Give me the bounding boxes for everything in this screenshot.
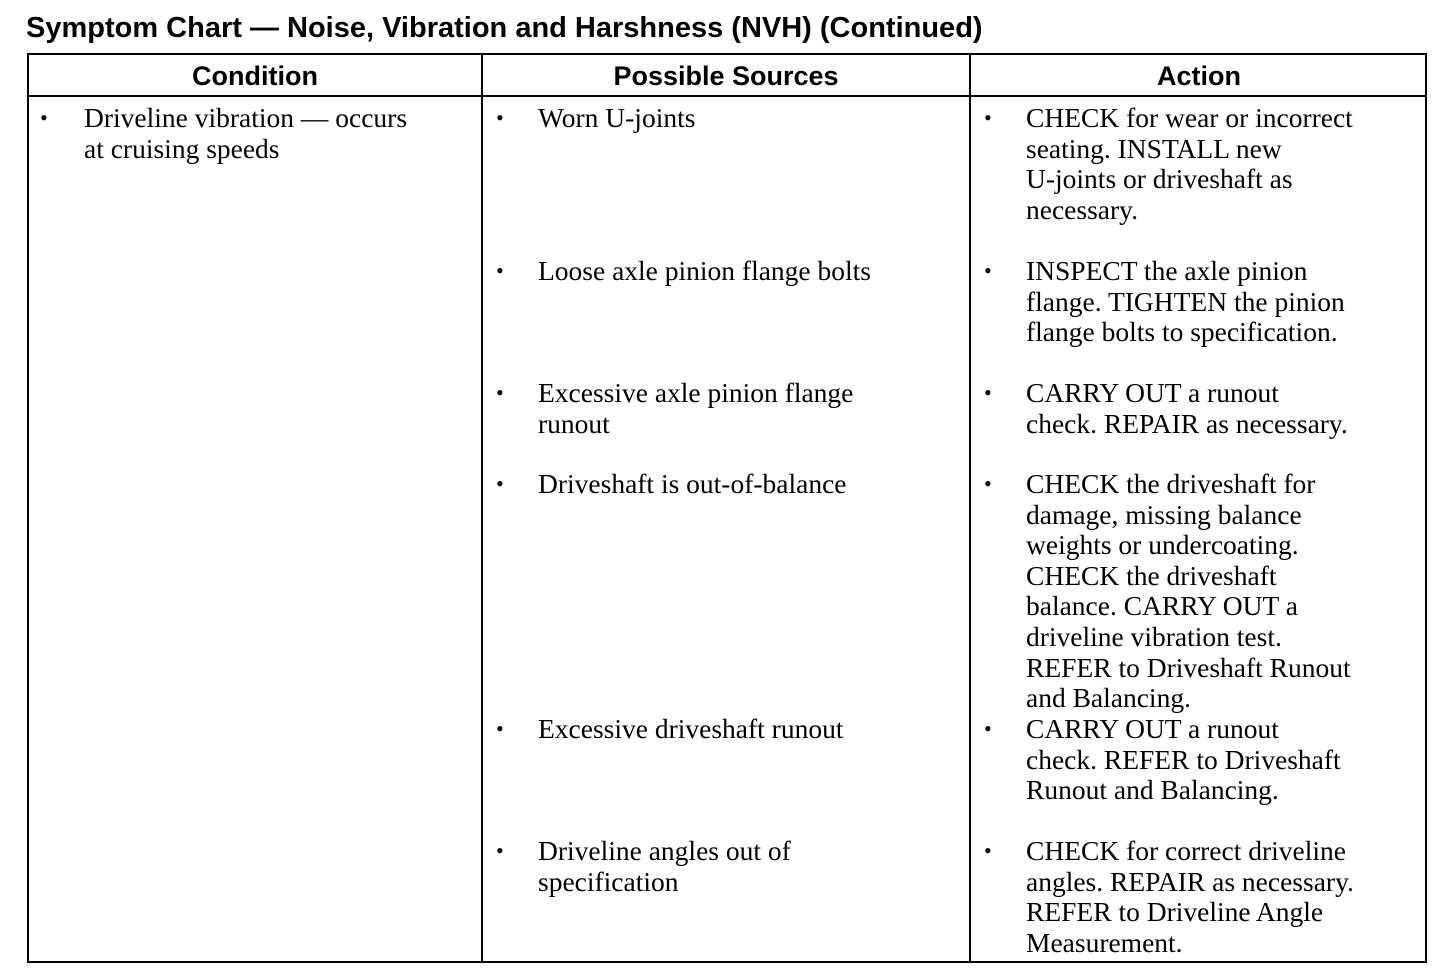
action-text: [1026, 256, 1345, 348]
condition-line: at cruising speeds: [84, 132, 280, 164]
action-line: U-joints or driveshaft as: [1026, 163, 1293, 195]
column-divider: [969, 55, 971, 961]
bullet-icon: •: [984, 838, 992, 863]
header-divider: [29, 95, 1425, 97]
source-line: Worn U-joints: [538, 102, 696, 133]
action-line: driveline vibration test.: [1026, 620, 1282, 652]
column-header-condition: Condition: [192, 61, 318, 91]
bullet-icon: •: [496, 471, 504, 496]
bullet-icon: •: [496, 380, 504, 405]
column-header-action: Action: [1157, 61, 1241, 91]
bullet-icon: •: [496, 838, 504, 863]
condition-text: [84, 103, 407, 164]
source-line: Driveshaft is out-of-balance: [538, 468, 847, 499]
action-line: flange bolts to specification.: [1026, 316, 1338, 348]
condition-line: Driveline vibration — occurs: [84, 102, 408, 133]
action-line: check. REFER to Driveshaft: [1026, 743, 1341, 775]
action-line: damage, missing balance: [1026, 498, 1302, 530]
source-text: [538, 469, 847, 500]
action-line: CHECK the driveshaft for: [1026, 468, 1316, 499]
action-line: CHECK the driveshaft: [1026, 559, 1277, 591]
action-line: necessary.: [1026, 193, 1138, 225]
source-text: [538, 103, 695, 134]
action-line: weights or undercoating.: [1026, 529, 1299, 561]
source-line: Driveline angles out of: [538, 835, 791, 866]
action-line: CHECK for correct driveline: [1026, 835, 1346, 866]
source-line: Excessive driveshaft runout: [538, 713, 844, 744]
bullet-icon: •: [984, 716, 992, 741]
source-text: [538, 714, 843, 745]
bullet-icon: •: [496, 716, 504, 741]
action-line: flange. TIGHTEN the pinion: [1026, 285, 1345, 317]
action-text: [1026, 714, 1341, 806]
action-line: CARRY OUT a runout: [1026, 377, 1279, 408]
bullet-icon: •: [40, 105, 48, 130]
bullet-icon: •: [984, 471, 992, 496]
source-line: Loose axle pinion flange bolts: [538, 255, 871, 286]
action-line: and Balancing.: [1026, 682, 1191, 714]
action-line: Measurement.: [1026, 926, 1183, 958]
action-line: angles. REPAIR as necessary.: [1026, 865, 1354, 897]
source-text: [538, 836, 791, 897]
bullet-icon: •: [496, 258, 504, 283]
source-text: [538, 256, 871, 287]
source-line: Excessive axle pinion flange: [538, 377, 854, 408]
source-text: [538, 378, 853, 439]
action-line: INSPECT the axle pinion: [1026, 255, 1308, 286]
action-line: seating. INSTALL new: [1026, 132, 1282, 164]
bullet-icon: •: [984, 258, 992, 283]
action-text: [1026, 836, 1354, 958]
column-header-possible-sources: Possible Sources: [613, 61, 839, 91]
page-title: Symptom Chart — Noise, Vibration and Harshness (NVH) (Continued): [26, 12, 983, 44]
action-text: [1026, 103, 1353, 225]
column-divider: [481, 55, 483, 961]
source-line: runout: [538, 407, 610, 439]
action-line: check. REPAIR as necessary.: [1026, 407, 1348, 439]
action-text: [1026, 378, 1348, 439]
bullet-icon: •: [984, 105, 992, 130]
action-line: CHECK for wear or incorrect: [1026, 102, 1353, 133]
bullet-icon: •: [496, 105, 504, 130]
action-line: balance. CARRY OUT a: [1026, 590, 1298, 622]
action-line: Runout and Balancing.: [1026, 774, 1279, 806]
action-line: CARRY OUT a runout: [1026, 713, 1279, 744]
action-text: [1026, 469, 1351, 714]
action-line: REFER to Driveshaft Runout: [1026, 651, 1351, 683]
action-line: REFER to Driveline Angle: [1026, 896, 1324, 928]
symptom-chart-table: [27, 53, 1427, 963]
source-line: specification: [538, 865, 679, 897]
bullet-icon: •: [984, 380, 992, 405]
